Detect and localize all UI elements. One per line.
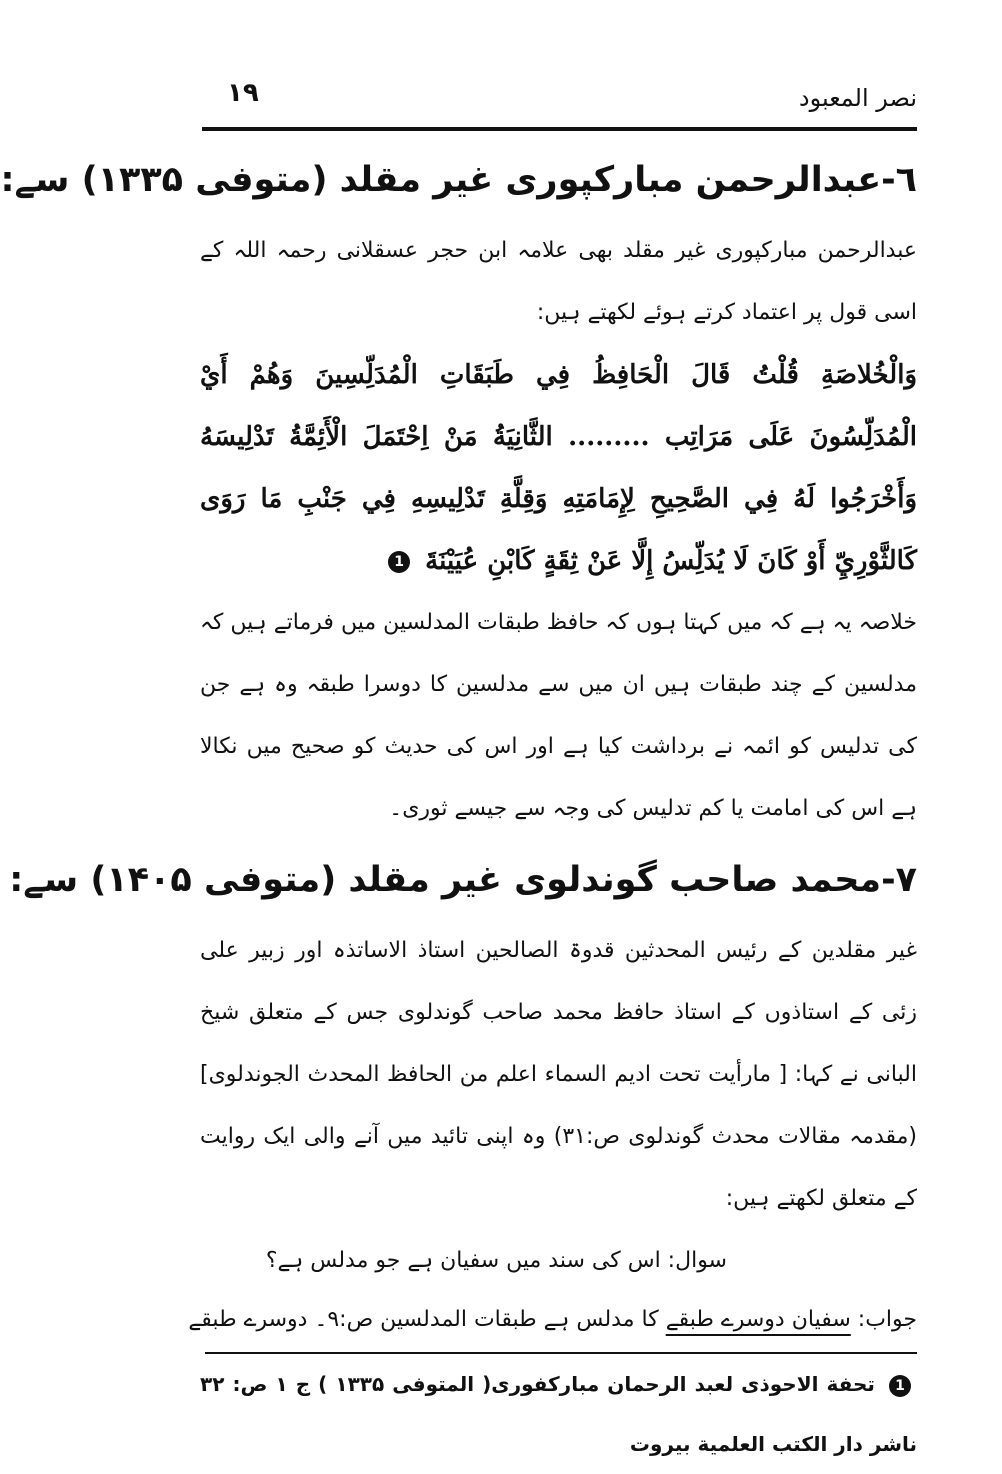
header-divider — [202, 127, 917, 131]
answer-line — [188, 1292, 917, 1348]
section-6-intro: عبدالرحمن مبارکپوری غیر مقلد بھی علامہ ابن حجر عسقلانی رحمہ اللہ کے اسی قول پر اعتماد کرتے ہوئے لکھتے ہیں: — [200, 238, 917, 325]
section-7-paragraph: غیر مقلدین کے رئیس المحدثین قدوۃ الصالحین استاذ الاساتذہ اور زبیر علی زئی کے استاذوں کے استاذ حافظ محمد صاحب گوندلوی جس کے متعلق شیخ البانی نے کہا: [ مارأیت تحت ادیم السماء اعلم من الحافظ المحدث الجوندلوی] (مقدمہ مقالات محدث گوندلوی ص:۳۱) وہ اپنی تائید میں آنے والی ایک روایت کے متعلق لکھتے ہیں: — [200, 938, 917, 1211]
section-7-heading: ٧-محمد صاحب گوندلوی غیر مقلد (متوفی ۱۴۰۵) سے: — [9, 860, 917, 900]
urdu-translation: خلاصہ یہ ہے کہ میں کہتا ہوں کہ حافظ طبقات المدلسین میں فرماتے ہیں کہ مدلسین کے چند طبقات ہیں ان میں سے مدلسین کا دوسرا طبقہ وہ ہے جن کی تدلیس کو ائمہ نے برداشت کیا ہے اور اس کی حدیث کو صحیح میں نکالا ہے اس کی امامت یا کم تدلیس کی وجہ سے جیسے ثوری۔ — [200, 610, 917, 821]
section-6-heading: ٦-عبدالرحمن مبارکپوری غیر مقلد (متوفی ۱۳۳۵) سے: — [0, 160, 917, 200]
footnote-marker-icon: 1 — [388, 551, 410, 573]
page-content — [0, 140, 917, 1474]
answer-underlined-text: سفیان دوسرے طبقے — [665, 1307, 851, 1332]
page-header — [202, 70, 917, 130]
answer-rest: کا مدلس ہے طبقات المدلسین ص:۹۔ دوسرے طبقے — [188, 1307, 659, 1332]
book-title: نصر المعبود — [798, 84, 917, 112]
footnote — [200, 1354, 917, 1474]
question-line: سوال: اس کی سند میں سفیان ہے جو مدلس ہے؟ — [265, 1248, 727, 1273]
footnote-text: تحفة الاحوذی لعبد الرحمان مبارکفوری( المتوفی ۱۳۳۵ ) ج ۱ ص: ۳۲ ناشر دار الکتب العلمية بيروت — [200, 1372, 917, 1456]
answer-prefix: جواب: — [857, 1307, 917, 1332]
arabic-quote-text: وَالْخُلاصَةِ قُلْتُ قَالَ الْحَافِظُ فِي طَبَقَاتِ الْمُدَلِّسِينَ وَهُمْ أَيْ الْمُدَلِّسُونَ عَلَى مَرَاتِب ......... الثَّانِيَةُ مَنْ اِحْتَمَلَ الْأَئِمَّةُ تَدْلِيسَهُ وَأَخْرَجُوا لَهُ فِي الصَّحِيحِ لِإِمَامَتِهِ وَقِلَّةِ تَدْلِيسِهِ فِي جَنْبِ مَا رَوَى كَالثَّوْرِيِّ أَوْ كَانَ لَا يُدَلِّسُ إِلَّا عَنْ ثِقَةٍ كَابْنِ عُيَيْنَةَ — [200, 360, 917, 576]
page-number: ١٩ — [227, 78, 259, 108]
arabic-quote — [200, 344, 917, 592]
footnote-number-icon: 1 — [889, 1375, 911, 1397]
